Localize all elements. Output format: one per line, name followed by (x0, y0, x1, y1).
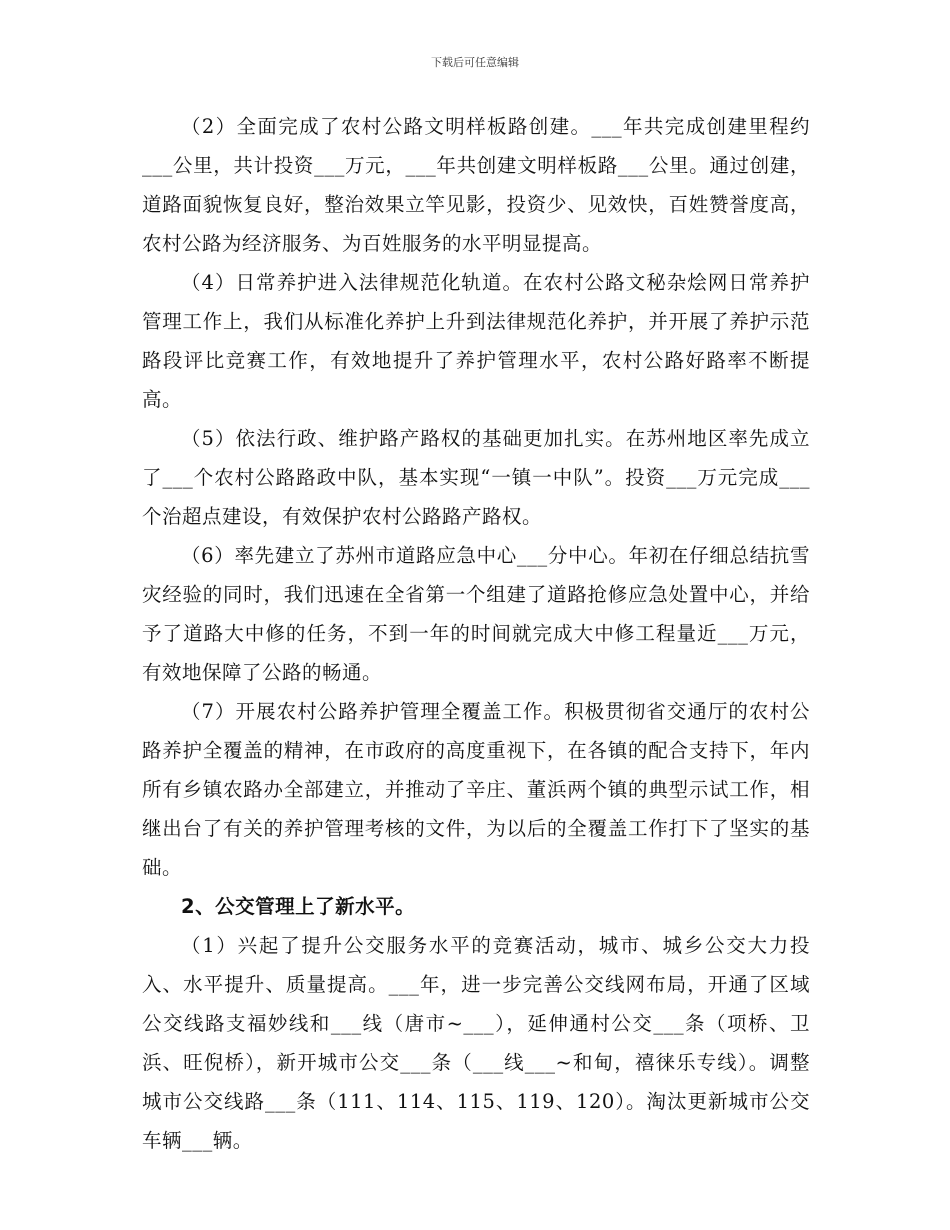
section-paragraph-1: （1）兴起了提升公交服务水平的竞赛活动，城市、城乡公交大力投入、水平提升、质量提高。___年，进一步完善公交线网布局，开通了区域公交线路支福妙线和___线（唐市~___），延伸通村公交___条（项桥、卫浜、旺倪桥），新开城市公交___条（___线___~和甸，禧徕乐专线）。调整城市公交线路___条（111、114、115、119、120）。淘汰更新城市公交车辆___辆。 (142, 934, 810, 1152)
paragraph-2: （2）全面完成了农村公路文明样板路创建。___年共完成创建里程约___公里，共计投资___万元，___年共创建文明样板路___公里。通过创建，道路面貌恢复良好，整治效果立竿见影，投资少、见效快，百姓赞誉度高，农村公路为经济服务、为百姓服务的水平明显提高。 (142, 115, 810, 255)
paragraph-7: （7）开展农村公路养护管理全覆盖工作。积极贯彻省交通厅的农村公路养护全覆盖的精神，在市政府的高度重视下，在各镇的配合支持下，年内所有乡镇农路办全部建立，并推动了辛庄、董浜两个镇的典型示试工作，相继出台了有关的养护管理考核的文件，为以后的全覆盖工作打下了坚实的基础。 (142, 700, 810, 879)
paragraph-5: （5）依法行政、维护路产路权的基础更加扎实。在苏州地区率先成立了___个农村公路路政中队，基本实现“一镇一中队”。投资___万元完成___个治超点建设，有效保护农村公路路产路权。 (142, 427, 810, 528)
paragraph-6: （6）率先建立了苏州市道路应急中心___分中心。年初在仔细总结抗雪灾经验的同时，我们迅速在全省第一个组建了道路抢修应急处置中心，并给予了道路大中修的任务，不到一年的时间就完成大中修工程量近___万元，有效地保障了公路的畅通。 (142, 544, 810, 684)
section-heading: 2、公交管理上了新水平。 (181, 895, 416, 918)
page-header: 下载后可任意编辑 (431, 56, 519, 69)
paragraph-4: （4）日常养护进入法律规范化轨道。在农村公路文秘杂烩网日常养护管理工作上，我们从标准化养护上升到法律规范化养护，并开展了养护示范路段评比竞赛工作，有效地提升了养护管理水平，农村公路好路率不断提高。 (142, 271, 810, 411)
document-body (142, 107, 810, 1160)
